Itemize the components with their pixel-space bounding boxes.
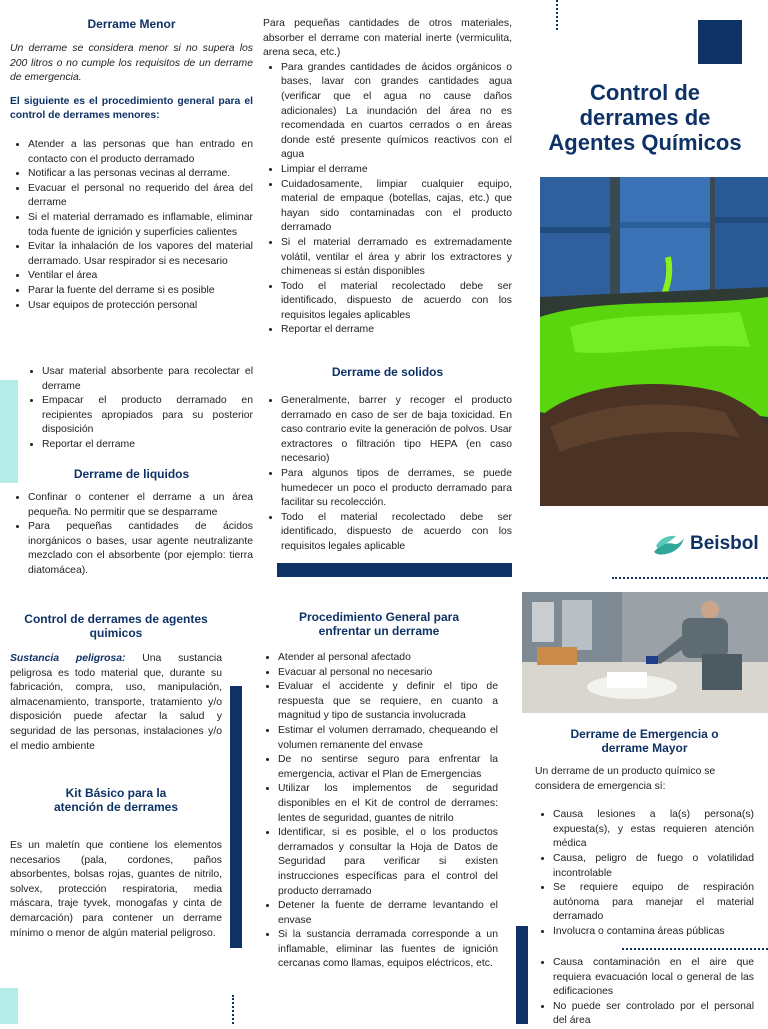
derrame-liquidos-list: [10, 491, 253, 579]
sustancia-peligrosa-definition: [10, 652, 222, 754]
list-item: • Ventilar el área: [28, 269, 253, 284]
navy-bar-col4: [230, 686, 242, 948]
derrame-menor-list: [10, 138, 253, 313]
column-derrame-menor-cont: [24, 365, 253, 453]
emergencia-list: [535, 808, 754, 939]
list-item: • Atender al personal afectado: [278, 651, 498, 666]
list-item: • Usar equipos de protección personal: [28, 299, 253, 314]
column-emergencia: [535, 727, 754, 940]
list-item: • Reportar el derrame: [42, 438, 253, 453]
list-item: • Para pequeñas cantidades de ácidos inorgánicos o bases, usar agente neutralizante mezclado con el absorbente (por ejemplo: tierra diatomácea).: [28, 520, 253, 578]
list-item: • Causa lesiones a la(s) persona(s) expuesta(s), y estas requieren atención médica: [553, 808, 754, 852]
worker-photo: [522, 592, 768, 713]
column-materiales: [263, 17, 512, 338]
brand-name: Beisbol: [690, 533, 759, 554]
dotted-divider-top: [556, 0, 558, 30]
list-item: • Causa, peligro de fuego o volatilidad incontrolable: [553, 852, 754, 881]
list-item: • Reportar el derrame: [281, 323, 512, 338]
emergencia-intro: Un derrame de un producto químico se considera de emergencia sí:: [535, 766, 716, 792]
section-title-procedimiento: Procedimiento General para enfrentar un derrame: [298, 610, 460, 638]
emergencia-list-2: [535, 956, 754, 1029]
section-title-derrame-solidos: Derrame de solidos: [331, 365, 444, 379]
list-item: • Evacuar al personal no necesario: [278, 666, 498, 681]
chemical-spill-photo: [540, 177, 768, 506]
section-title-kit: Kit Básico para la atención de derrames: [53, 786, 179, 814]
list-item: • Detener la fuente de derrame levantando el envase: [278, 899, 498, 928]
list-item: • Si el material derramado es extremadamente volátil, ventilar el área y abrir los extractores y chimeneas si están disponibles: [281, 236, 512, 280]
column-emergencia-cont: [535, 956, 754, 1029]
procedimiento-list: [260, 651, 498, 972]
list-item: • Notificar a las personas vecinas al derrame.: [28, 167, 253, 182]
list-item: • De no sentirse seguro para enfrentar la emergencia, activar el Plan de Emergencias: [278, 753, 498, 782]
hand-leaf-icon: [652, 532, 686, 558]
navy-bar-col6: [516, 926, 528, 1024]
dotted-divider-col4: [232, 995, 234, 1024]
list-item: • Parar la fuente del derrame si es posible: [28, 284, 253, 299]
list-item: • Todo el material recolectado debe ser identificado, dispuesto de acuerdo con los requisitos legales aplicable: [281, 511, 512, 555]
list-item: • Empacar el producto derramado en recipientes apropiados para su posterior disposición: [42, 394, 253, 438]
list-item: • Generalmente, barrer y recoger el producto derramado en caso de ser de baja toxicidad. En caso contrario evite la generación de polvos. Usar extractores o filtración tipo HEPA (en caso necesario): [281, 394, 512, 467]
materiales-list: [263, 61, 512, 338]
column-procedimiento: [260, 610, 498, 972]
list-item: • Evacuar el personal no requerido del área del derrame: [28, 182, 253, 211]
column-derrame-solidos: [263, 365, 512, 555]
list-item: • Limpiar el derrame: [281, 163, 512, 178]
definition-text: Una sustancia peligrosa es todo material que, durante su fabricación, compra, uso, manipulación, almacenamiento, transporte, tratamiento y/o disposición puede afectar la salud y seguridad de las personas, instalaciones y/o el medio ambiente: [10, 653, 222, 752]
list-item: • Si el material derramado es inflamable, eliminar toda fuente de ignición y superficies calientes: [28, 211, 253, 240]
cover-title: Control de derrames de Agentes Químicos: [548, 80, 742, 155]
list-item: • Evitar la inhalación de los vapores del material derramado. Usar respirador si es necesario: [28, 240, 253, 269]
list-item: • Si la sustancia derramada corresponde a un inflamable, eliminar las fuentes de ignición cercanas como llamas, equipos eléctricos, etc.: [278, 928, 498, 972]
worker-cleanup-illustration: [522, 592, 768, 713]
navy-bar-col2: [277, 563, 512, 577]
procedure-heading: El siguiente es el procedimiento general para el control de derrames menores:: [10, 95, 253, 122]
list-item: • Confinar o contener el derrame a un área pequeña. No permitir que se desparrame: [28, 491, 253, 520]
materiales-intro: Para pequeñas cantidades de otros materiales, absorber el derrame con material inerte (vermiculita, arena seca, etc.): [263, 18, 512, 59]
derrame-menor-intro: Un derrame se considera menor si no supera los 200 litros o no cumple los requisitos de un derrame de emergencia.: [10, 43, 253, 84]
section-title-control: Control de derrames de agentes quimicos: [24, 612, 208, 640]
column-derrame-liquidos: [10, 467, 253, 579]
dotted-divider-cover: [612, 577, 768, 579]
list-item: • No puede ser controlado por el personal del área: [553, 1000, 754, 1029]
chemical-spill-illustration: [540, 177, 768, 506]
dotted-divider-col6: [622, 948, 768, 950]
list-item: • Causa contaminación en el aire que requiera evacuación local o general de las edificaciones: [553, 956, 754, 1000]
teal-accent-bar-bottom: [0, 988, 18, 1024]
list-item: • Identificar, si es posible, el o los productos derramados y consultar la Hoja de Datos de Seguridad para verificar si existen instrucciones específicas para el control del producto derramado: [278, 826, 498, 899]
list-item: • Todo el material recolectado debe ser identificado, dispuesto de acuerdo con los requisitos legales aplicables: [281, 280, 512, 324]
navy-square-decor: [698, 20, 742, 64]
list-item: • Utilizar los implementos de seguridad disponibles en el Kit de control de derrames: lentes de seguridad, guantes de nitrilo: [278, 782, 498, 826]
list-item: • Evaluar el accidente y definir el tipo de respuesta que se requiere, en cuanto a magnitud y tipo de sustancia involucrada: [278, 680, 498, 724]
kit-description: Es un maletín que contiene los elementos necesarios (pala, cordones, paños absorbentes, bolsas rojas, guantes de nitrilo, solvex, protección respiratoria, media máscara, traje tyvek, monogafas y cinta de demarcación) para contener un derrame mínimo o menor de algún material peligroso.: [10, 840, 222, 939]
column-control: [10, 612, 222, 754]
column-derrame-menor: [10, 17, 253, 313]
list-item: • Involucra o contamina áreas públicas: [553, 925, 754, 940]
list-item: • Para grandes cantidades de ácidos orgánicos o bases, lavar con grandes cantidades agua (verificar que el agua no cause daños adicionales) La inundación del área no es recomendada en cuartos cerrados o en áreas donde esté presente químicos reactivos con el agua: [281, 61, 512, 163]
list-item: • Atender a las personas que han entrado en contacto con el producto derramado: [28, 138, 253, 167]
derrame-menor-list-2: [24, 365, 253, 453]
list-item: • Para algunos tipos de derrames, se puede humedecer un poco el producto derramado para facilitar su recolección.: [281, 467, 512, 511]
derrame-solidos-list: [263, 394, 512, 555]
section-title-derrame-liquidos: Derrame de liquidos: [73, 467, 190, 481]
section-title-derrame-menor: Derrame Menor: [87, 17, 176, 31]
definition-term: Sustancia peligrosa:: [10, 653, 126, 664]
list-item: • Se requiere equipo de respiración autónoma para manejar el material derramado: [553, 881, 754, 925]
section-title-emergencia: Derrame de Emergencia o derrame Mayor: [570, 727, 719, 755]
list-item: • Estimar el volumen derramado, chequeando el volumen remanente del envase: [278, 724, 498, 753]
brand-logo: [652, 531, 762, 559]
list-item: • Usar material absorbente para recolectar el derrame: [42, 365, 253, 394]
list-item: • Cuidadosamente, limpiar cualquier equipo, material de empaque (botellas, cajas, etc.) que hayan sido contaminadas con el producto derramado: [281, 178, 512, 236]
column-kit: [10, 786, 222, 941]
